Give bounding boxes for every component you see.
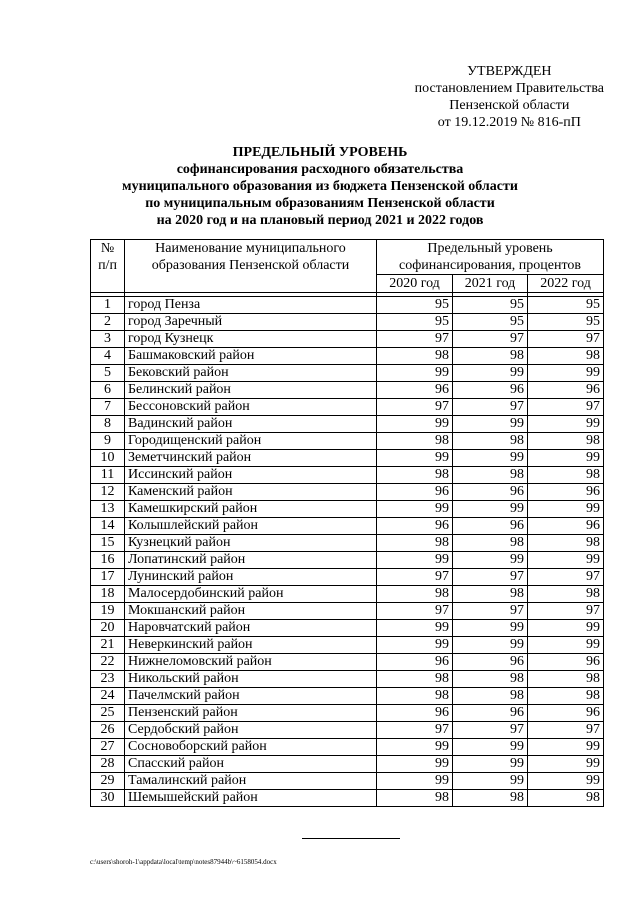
municipality-name: Пензенский район <box>125 705 377 722</box>
municipality-name: Наровчатский район <box>125 620 377 637</box>
value-2020: 98 <box>377 348 453 365</box>
row-number: 13 <box>91 501 125 518</box>
value-2020: 99 <box>377 416 453 433</box>
value-2020: 99 <box>377 450 453 467</box>
table-row <box>91 331 604 348</box>
row-number: 4 <box>91 348 125 365</box>
value-2020: 95 <box>377 314 453 331</box>
value-2022: 95 <box>528 314 604 331</box>
table-row <box>91 739 604 756</box>
municipality-name: Шемышейский район <box>125 790 377 807</box>
approval-block <box>415 63 604 131</box>
file-path: c:\users\shoroh-1\appdata\local\temp\notes87944b\~6158054.docx <box>90 858 277 866</box>
value-2020: 98 <box>377 535 453 552</box>
table-row <box>91 399 604 416</box>
value-2022: 99 <box>528 739 604 756</box>
row-number: 25 <box>91 705 125 722</box>
value-2022: 98 <box>528 586 604 603</box>
row-number: 22 <box>91 654 125 671</box>
value-2021: 96 <box>453 382 528 399</box>
table-row <box>91 654 604 671</box>
municipality-name: Бековский район <box>125 365 377 382</box>
row-number: 29 <box>91 773 125 790</box>
value-2022: 97 <box>528 399 604 416</box>
row-number: 27 <box>91 739 125 756</box>
value-2020: 95 <box>377 297 453 314</box>
value-2021: 97 <box>453 331 528 348</box>
municipality-name: город Заречный <box>125 314 377 331</box>
municipality-name: Иссинский район <box>125 467 377 484</box>
table-row <box>91 297 604 314</box>
value-2020: 99 <box>377 620 453 637</box>
value-2020: 98 <box>377 467 453 484</box>
value-2020: 97 <box>377 399 453 416</box>
table-row <box>91 586 604 603</box>
municipality-name: Лунинский район <box>125 569 377 586</box>
municipality-name: Тамалинский район <box>125 773 377 790</box>
table-row <box>91 518 604 535</box>
value-2021: 95 <box>453 297 528 314</box>
value-2022: 99 <box>528 501 604 518</box>
value-2021: 99 <box>453 365 528 382</box>
value-2022: 96 <box>528 382 604 399</box>
header-year-2021: 2021 год <box>453 275 528 293</box>
value-2022: 96 <box>528 705 604 722</box>
row-number: 9 <box>91 433 125 450</box>
title-line: по муниципальным образованиям Пензенской области <box>145 196 495 211</box>
title-line: ПРЕДЕЛЬНЫЙ УРОВЕНЬ <box>232 145 408 160</box>
value-2021: 99 <box>453 739 528 756</box>
row-number: 18 <box>91 586 125 603</box>
value-2020: 98 <box>377 586 453 603</box>
value-2020: 99 <box>377 501 453 518</box>
value-2021: 98 <box>453 433 528 450</box>
value-2021: 98 <box>453 467 528 484</box>
value-2020: 96 <box>377 382 453 399</box>
value-2022: 97 <box>528 603 604 620</box>
value-2022: 95 <box>528 297 604 314</box>
table-row <box>91 756 604 773</box>
municipality-name: город Пенза <box>125 297 377 314</box>
table-row <box>91 416 604 433</box>
value-2021: 99 <box>453 450 528 467</box>
row-number: 11 <box>91 467 125 484</box>
municipality-name: Городищенский район <box>125 433 377 450</box>
value-2020: 99 <box>377 637 453 654</box>
row-number: 26 <box>91 722 125 739</box>
municipality-name: Спасский район <box>125 756 377 773</box>
value-2021: 98 <box>453 671 528 688</box>
value-2020: 98 <box>377 790 453 807</box>
municipality-name: Земетчинский район <box>125 450 377 467</box>
value-2021: 96 <box>453 518 528 535</box>
row-number: 15 <box>91 535 125 552</box>
municipality-name: Каменский район <box>125 484 377 501</box>
table-row <box>91 535 604 552</box>
value-2022: 98 <box>528 688 604 705</box>
row-number: 1 <box>91 297 125 314</box>
value-2021: 96 <box>453 705 528 722</box>
value-2021: 97 <box>453 603 528 620</box>
row-number: 3 <box>91 331 125 348</box>
row-number: 12 <box>91 484 125 501</box>
value-2021: 98 <box>453 586 528 603</box>
approval-line: Пензенской области <box>449 98 570 113</box>
row-number: 5 <box>91 365 125 382</box>
municipality-name: Колышлейский район <box>125 518 377 535</box>
municipality-name: Неверкинский район <box>125 637 377 654</box>
value-2022: 99 <box>528 552 604 569</box>
value-2021: 99 <box>453 637 528 654</box>
value-2021: 98 <box>453 688 528 705</box>
table-row <box>91 705 604 722</box>
table-row <box>91 671 604 688</box>
table-row <box>91 433 604 450</box>
value-2021: 97 <box>453 569 528 586</box>
approval-heading: УТВЕРЖДЕН <box>467 64 552 79</box>
header-year-2020: 2020 год <box>377 275 453 293</box>
value-2022: 97 <box>528 331 604 348</box>
title-line: софинансирования расходного обязательства <box>176 162 464 177</box>
municipality-name: Белинский район <box>125 382 377 399</box>
footer-divider <box>302 838 400 839</box>
value-2022: 99 <box>528 773 604 790</box>
municipality-name: Сердобский район <box>125 722 377 739</box>
municipality-name: Кузнецкий район <box>125 535 377 552</box>
value-2021: 98 <box>453 348 528 365</box>
table-row <box>91 382 604 399</box>
header-number: № п/п <box>91 240 125 293</box>
municipality-name: Камешкирский район <box>125 501 377 518</box>
value-2022: 98 <box>528 535 604 552</box>
value-2022: 99 <box>528 756 604 773</box>
table-row <box>91 790 604 807</box>
approval-line: постановлением Правительства <box>414 81 604 96</box>
table-row <box>91 467 604 484</box>
value-2022: 98 <box>528 790 604 807</box>
table-row <box>91 365 604 382</box>
value-2021: 98 <box>453 790 528 807</box>
value-2022: 98 <box>528 671 604 688</box>
title-line: муниципального образования из бюджета Пензенской области <box>122 179 518 194</box>
municipality-name: Бессоновский район <box>125 399 377 416</box>
municipality-name: город Кузнецк <box>125 331 377 348</box>
value-2020: 97 <box>377 603 453 620</box>
value-2022: 99 <box>528 620 604 637</box>
table-row <box>91 722 604 739</box>
value-2020: 96 <box>377 484 453 501</box>
value-2021: 96 <box>453 484 528 501</box>
municipality-name: Нижнеломовский район <box>125 654 377 671</box>
row-number: 24 <box>91 688 125 705</box>
table-row <box>91 773 604 790</box>
row-number: 10 <box>91 450 125 467</box>
value-2020: 99 <box>377 773 453 790</box>
row-number: 16 <box>91 552 125 569</box>
document-title <box>0 144 640 229</box>
title-line: на 2020 год и на плановый период 2021 и 2022 годов <box>156 213 484 228</box>
row-number: 8 <box>91 416 125 433</box>
table-row <box>91 620 604 637</box>
row-number: 17 <box>91 569 125 586</box>
value-2021: 99 <box>453 756 528 773</box>
value-2021: 97 <box>453 722 528 739</box>
value-2022: 96 <box>528 654 604 671</box>
value-2020: 97 <box>377 331 453 348</box>
table-row <box>91 603 604 620</box>
municipality-name: Вадинский район <box>125 416 377 433</box>
row-number: 7 <box>91 399 125 416</box>
row-number: 23 <box>91 671 125 688</box>
municipality-name: Малосердобинский район <box>125 586 377 603</box>
table-row <box>91 501 604 518</box>
value-2020: 96 <box>377 654 453 671</box>
value-2022: 97 <box>528 722 604 739</box>
row-number: 14 <box>91 518 125 535</box>
value-2020: 99 <box>377 739 453 756</box>
table-row <box>91 552 604 569</box>
value-2022: 99 <box>528 637 604 654</box>
value-2022: 99 <box>528 416 604 433</box>
value-2021: 99 <box>453 501 528 518</box>
municipality-name: Сосновоборский район <box>125 739 377 756</box>
value-2020: 97 <box>377 569 453 586</box>
table-row <box>91 314 604 331</box>
value-2021: 96 <box>453 654 528 671</box>
table-row <box>91 569 604 586</box>
cofinancing-table <box>90 239 604 807</box>
row-number: 6 <box>91 382 125 399</box>
approval-date-number: от 19.12.2019 № 816-пП <box>437 115 581 130</box>
municipality-name: Пачелмский район <box>125 688 377 705</box>
municipality-name: Лопатинский район <box>125 552 377 569</box>
table-row <box>91 637 604 654</box>
municipality-name: Мокшанский район <box>125 603 377 620</box>
value-2021: 99 <box>453 552 528 569</box>
row-number: 2 <box>91 314 125 331</box>
value-2022: 98 <box>528 433 604 450</box>
header-cofinancing-level: Предельный уровень софинансирования, процентов <box>377 240 604 275</box>
value-2020: 98 <box>377 671 453 688</box>
value-2021: 99 <box>453 773 528 790</box>
row-number: 28 <box>91 756 125 773</box>
value-2021: 99 <box>453 416 528 433</box>
value-2022: 99 <box>528 450 604 467</box>
value-2022: 99 <box>528 365 604 382</box>
row-number: 21 <box>91 637 125 654</box>
value-2021: 98 <box>453 535 528 552</box>
municipality-name: Никольский район <box>125 671 377 688</box>
value-2020: 97 <box>377 722 453 739</box>
row-number: 30 <box>91 790 125 807</box>
value-2020: 98 <box>377 688 453 705</box>
header-municipality: Наименование муниципального образования Пензенской области <box>125 240 377 293</box>
table-row <box>91 348 604 365</box>
value-2022: 96 <box>528 518 604 535</box>
row-number: 19 <box>91 603 125 620</box>
header-year-2022: 2022 год <box>528 275 604 293</box>
table-row <box>91 450 604 467</box>
row-number: 20 <box>91 620 125 637</box>
value-2021: 99 <box>453 620 528 637</box>
municipality-name: Башмаковский район <box>125 348 377 365</box>
value-2020: 99 <box>377 756 453 773</box>
value-2021: 95 <box>453 314 528 331</box>
value-2020: 96 <box>377 705 453 722</box>
table-row <box>91 484 604 501</box>
value-2022: 98 <box>528 467 604 484</box>
value-2022: 96 <box>528 484 604 501</box>
value-2022: 97 <box>528 569 604 586</box>
value-2020: 99 <box>377 365 453 382</box>
value-2021: 97 <box>453 399 528 416</box>
value-2020: 98 <box>377 433 453 450</box>
table-row <box>91 688 604 705</box>
value-2022: 98 <box>528 348 604 365</box>
value-2020: 99 <box>377 552 453 569</box>
value-2020: 96 <box>377 518 453 535</box>
